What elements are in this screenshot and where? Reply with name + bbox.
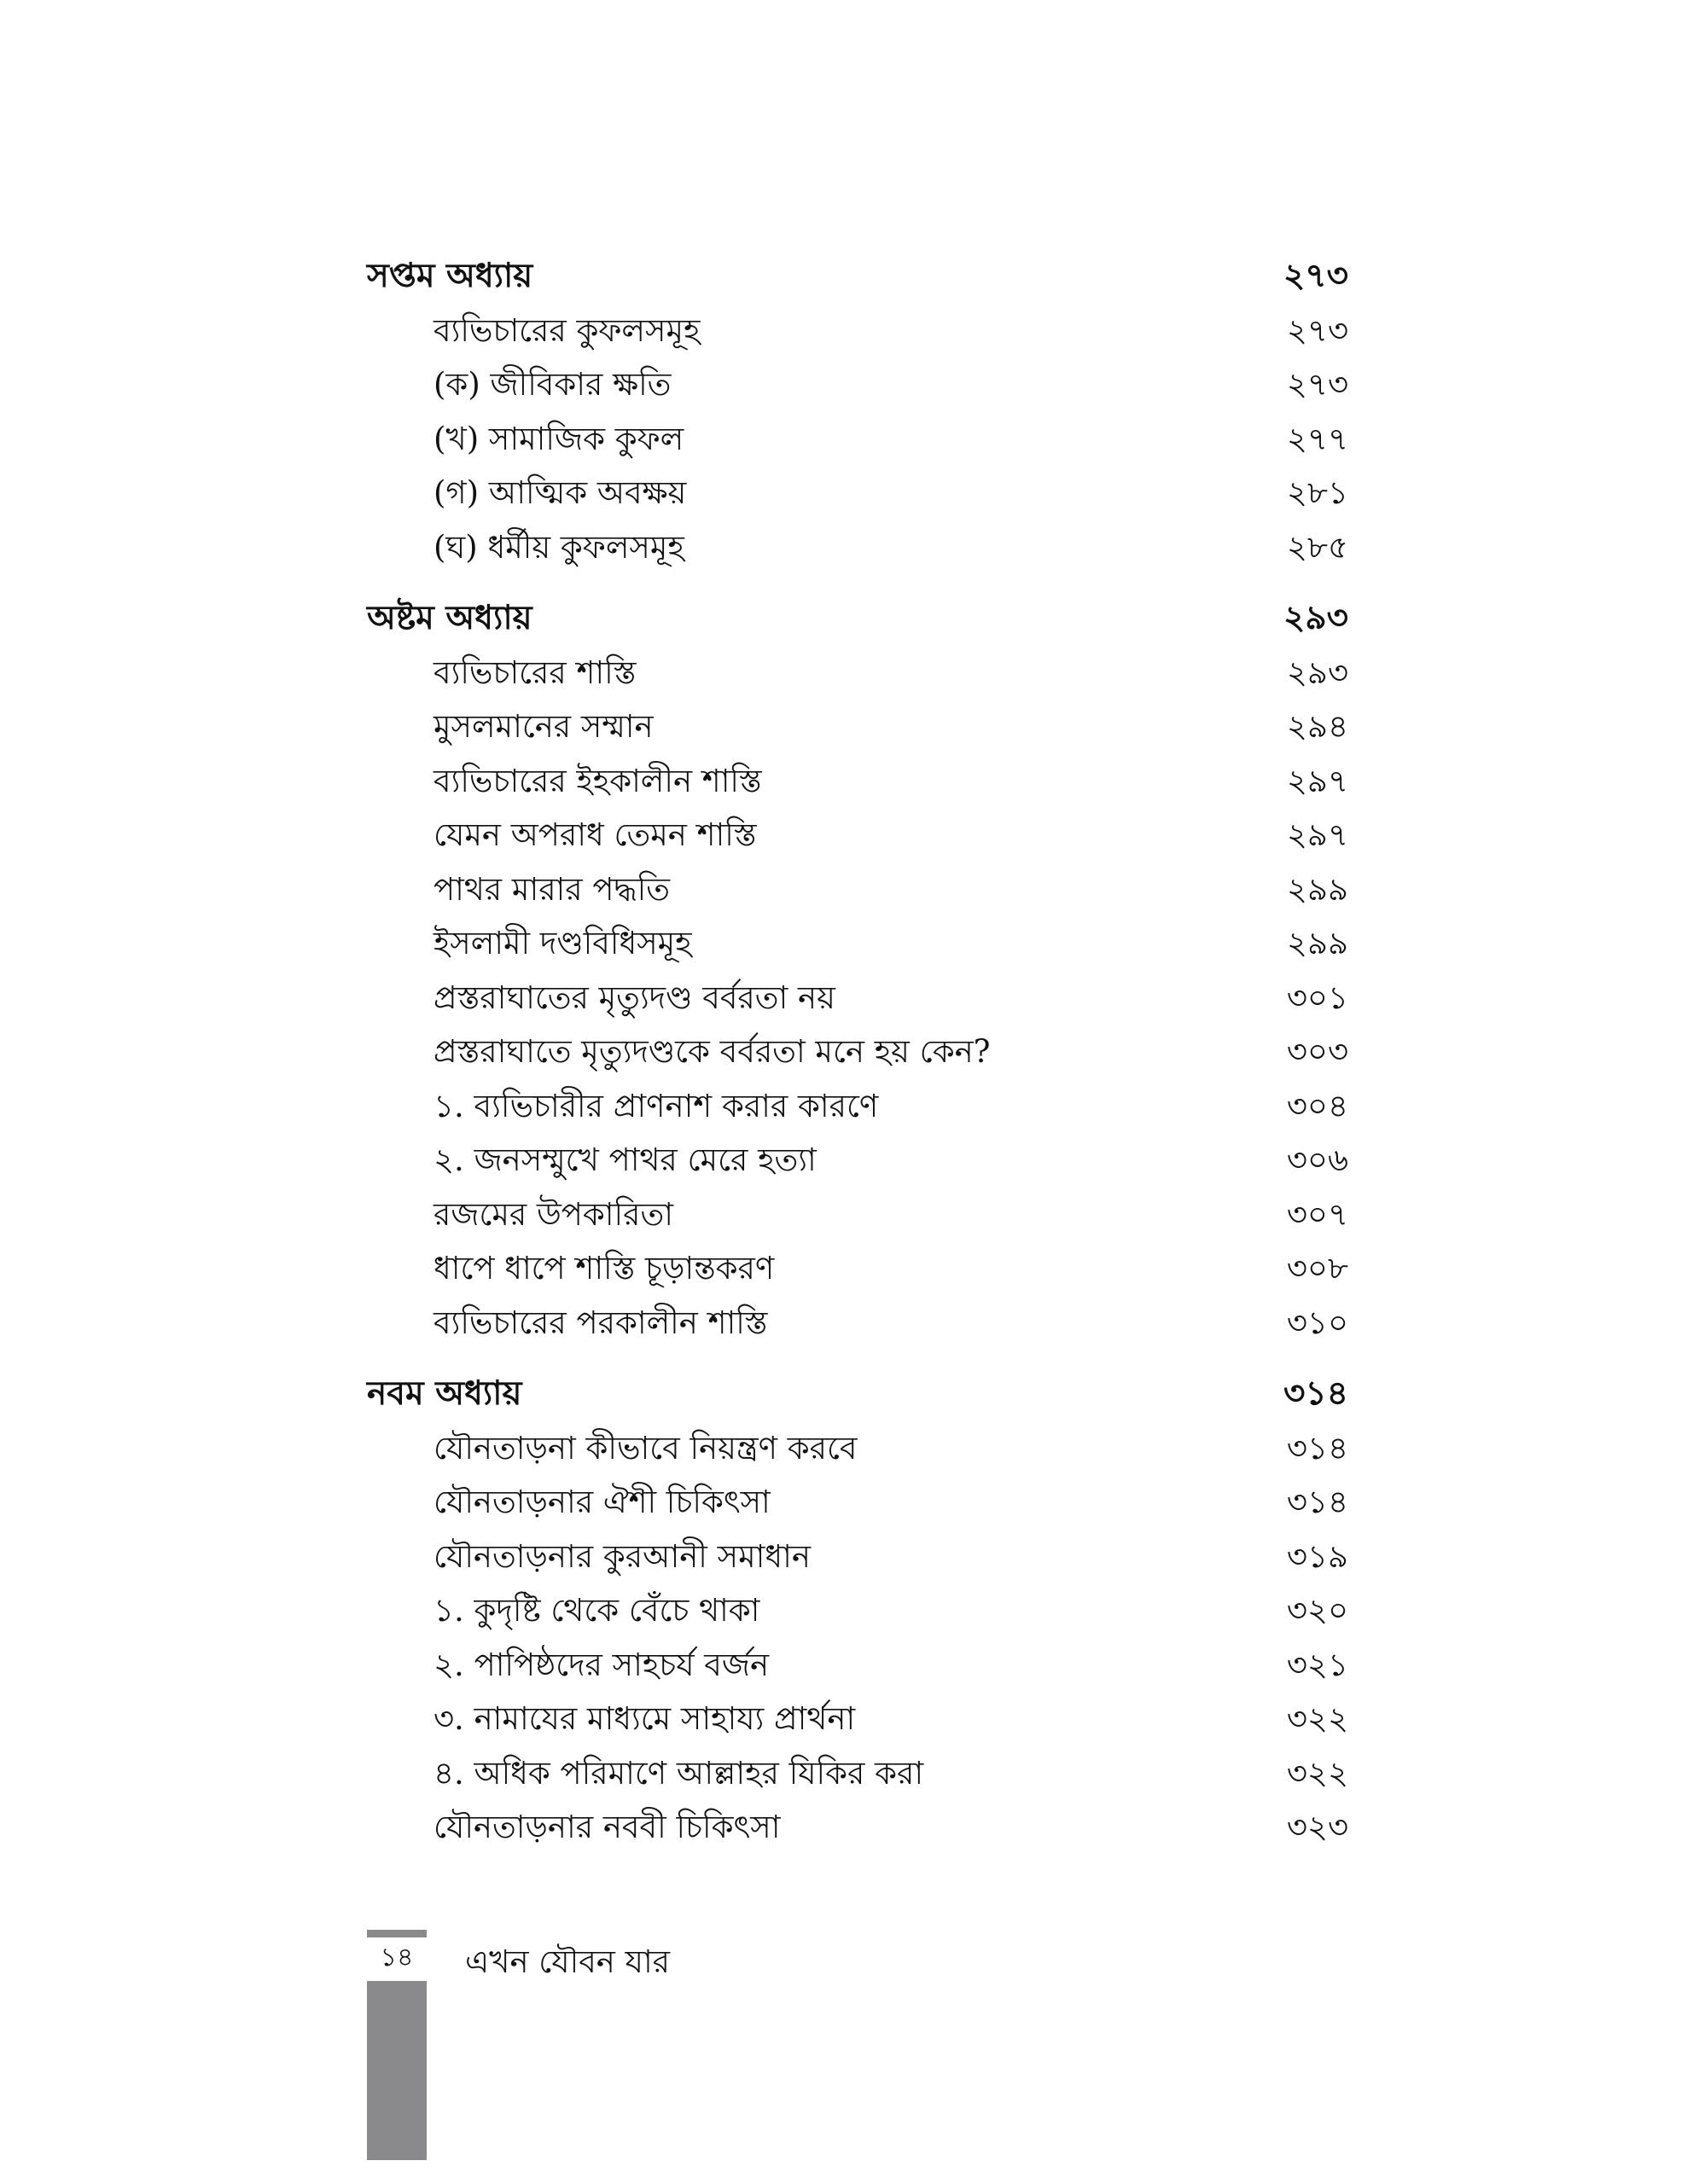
entry-title: ৪. অধিক পরিমাণে আল্লাহর যিকির করা [434, 1754, 924, 1792]
chapter-heading [367, 249, 1348, 304]
entry-title: ধাপে ধাপে শাস্তি চূড়ান্তকরণ [434, 1250, 775, 1287]
entry-page-number: ২৯৭ [1286, 816, 1348, 853]
footer-book-title: এখন যৌবন যার [465, 1943, 671, 1980]
entry-page-number: ২৭৭ [1286, 420, 1348, 457]
entry-title: ১. কুদৃষ্টি থেকে বেঁচে থাকা [434, 1592, 760, 1629]
toc-entry [367, 1800, 1348, 1855]
toc-entry [367, 520, 1348, 575]
entry-page-number: ২৯৭ [1286, 762, 1348, 799]
entry-title: যৌনতাড়নার ঐশী চিকিৎসা [434, 1484, 771, 1520]
entry-title: ব্যভিচারের কুফলসমূহ [434, 311, 701, 349]
chapter-8 [367, 591, 1348, 1350]
chapter-page-number: ২৭৩ [1283, 256, 1348, 295]
chapter-title: সপ্তম অধ্যায় [367, 256, 533, 295]
page-footer [367, 1930, 1135, 2160]
entry-title: ব্যভিচারের শাস্তি [434, 653, 637, 691]
toc-entry [367, 1583, 1348, 1638]
toc-entry [367, 1296, 1348, 1350]
toc-entry [367, 1692, 1348, 1746]
entry-page-number: ৩০৭ [1286, 1195, 1348, 1233]
toc-entry [367, 1475, 1348, 1530]
table-of-contents [367, 249, 1348, 1872]
toc-entry [367, 1746, 1348, 1801]
toc-entry [367, 863, 1348, 917]
entry-page-number: ৩০৮ [1286, 1250, 1348, 1287]
chapter-title: অষ্টম অধ্যায় [367, 598, 532, 637]
entry-page-number: ২৭৩ [1286, 366, 1348, 403]
footer-side-bar [367, 1981, 427, 2160]
chapter-heading [367, 591, 1348, 646]
toc-entry [367, 1638, 1348, 1693]
entry-title: ৩. নামাযের মাধ্যমে সাহায্য প্রার্থনা [434, 1700, 856, 1737]
entry-page-number: ২৯৩ [1286, 653, 1348, 691]
entry-title: ২. জনসম্মুখে পাথর মেরে হত্যা [434, 1141, 817, 1178]
entry-page-number: ৩১৪ [1286, 1429, 1348, 1467]
entry-title: ২. পাপিষ্ঠদের সাহচর্য বর্জন [434, 1646, 770, 1683]
chapter-heading [367, 1367, 1348, 1421]
entry-title: যৌনতাড়নার নববী চিকিৎসা [434, 1809, 781, 1845]
chapter-page-number: ৩১৪ [1283, 1374, 1348, 1413]
entry-page-number: ৩১৯ [1286, 1537, 1348, 1575]
footer-page-number: ১৪ [380, 1943, 414, 1972]
toc-entry [367, 304, 1348, 358]
entry-page-number: ৩১৪ [1286, 1484, 1348, 1520]
toc-entry [367, 971, 1348, 1025]
entry-page-number: ২৮১ [1286, 474, 1348, 511]
entry-page-number: ৩০১ [1286, 979, 1348, 1016]
entry-title: প্রস্তরাঘাতের মৃত্যুদণ্ড বর্বরতা নয় [434, 979, 835, 1016]
entry-page-number: ৩২২ [1286, 1700, 1348, 1737]
entry-title: (গ) আত্মিক অবক্ষয় [434, 474, 687, 511]
footer-bar-top [367, 1930, 427, 1937]
entry-page-number: ৩০৩ [1286, 1033, 1348, 1070]
toc-entry [367, 700, 1348, 754]
toc-entry [367, 916, 1348, 971]
toc-entry [367, 1188, 1348, 1242]
toc-entry [367, 808, 1348, 863]
entry-title: (খ) সামাজিক কুফল [434, 420, 684, 457]
entry-page-number: ২৯৯ [1286, 870, 1348, 908]
entry-title: ইসলামী দণ্ডবিধিসমূহ [434, 925, 692, 961]
toc-entry [367, 754, 1348, 809]
entry-page-number: ৩০৪ [1286, 1087, 1348, 1124]
chapter-page-number: ২৯৩ [1283, 598, 1348, 637]
toc-entry [367, 646, 1348, 700]
entry-title: ১. ব্যভিচারীর প্রাণনাশ করার কারণে [434, 1087, 879, 1124]
toc-entry [367, 1241, 1348, 1296]
toc-entry [367, 1133, 1348, 1188]
entry-page-number: ৩০৬ [1286, 1141, 1348, 1178]
entry-page-number: ২৭৩ [1286, 311, 1348, 349]
entry-page-number: ২৮৫ [1286, 528, 1348, 566]
entry-title: (ঘ) ধর্মীয় কুফলসমূহ [434, 528, 684, 566]
chapter-7 [367, 249, 1348, 574]
entry-page-number: ৩১০ [1286, 1304, 1348, 1341]
chapter-9 [367, 1367, 1348, 1855]
toc-entry [367, 357, 1348, 412]
entry-title: (ক) জীবিকার ক্ষতি [434, 366, 672, 403]
entry-page-number: ২৯৪ [1286, 708, 1348, 745]
entry-title: যৌনতাড়নার কুরআনী সমাধান [434, 1537, 811, 1575]
toc-entry [367, 1025, 1348, 1079]
entry-title: ব্যভিচারের ইহকালীন শাস্তি [434, 762, 762, 799]
entry-title: যৌনতাড়না কীভাবে নিয়ন্ত্রণ করবে [434, 1429, 858, 1467]
entry-page-number: ৩২২ [1286, 1754, 1348, 1792]
entry-page-number: ৩২৩ [1286, 1809, 1348, 1845]
entry-title: প্রস্তরাঘাতে মৃত্যুদণ্ডকে বর্বরতা মনে হয় কেন? [434, 1033, 991, 1070]
entry-title: যেমন অপরাধ তেমন শাস্তি [434, 816, 757, 853]
toc-entry [367, 1530, 1348, 1584]
toc-entry [367, 1079, 1348, 1134]
entry-page-number: ৩২০ [1286, 1592, 1348, 1629]
toc-entry [367, 412, 1348, 467]
entry-title: পাথর মারার পদ্ধতি [434, 870, 670, 908]
entry-page-number: ২৯৯ [1286, 925, 1348, 961]
entry-title: রজমের উপকারিতা [434, 1195, 673, 1233]
toc-entry [367, 466, 1348, 520]
entry-title: ব্যভিচারের পরকালীন শাস্তি [434, 1304, 768, 1341]
chapter-title: নবম অধ্যায় [367, 1374, 522, 1413]
entry-title: মুসলমানের সম্মান [434, 708, 654, 745]
entry-page-number: ৩২১ [1286, 1646, 1348, 1683]
toc-entry [367, 1421, 1348, 1476]
